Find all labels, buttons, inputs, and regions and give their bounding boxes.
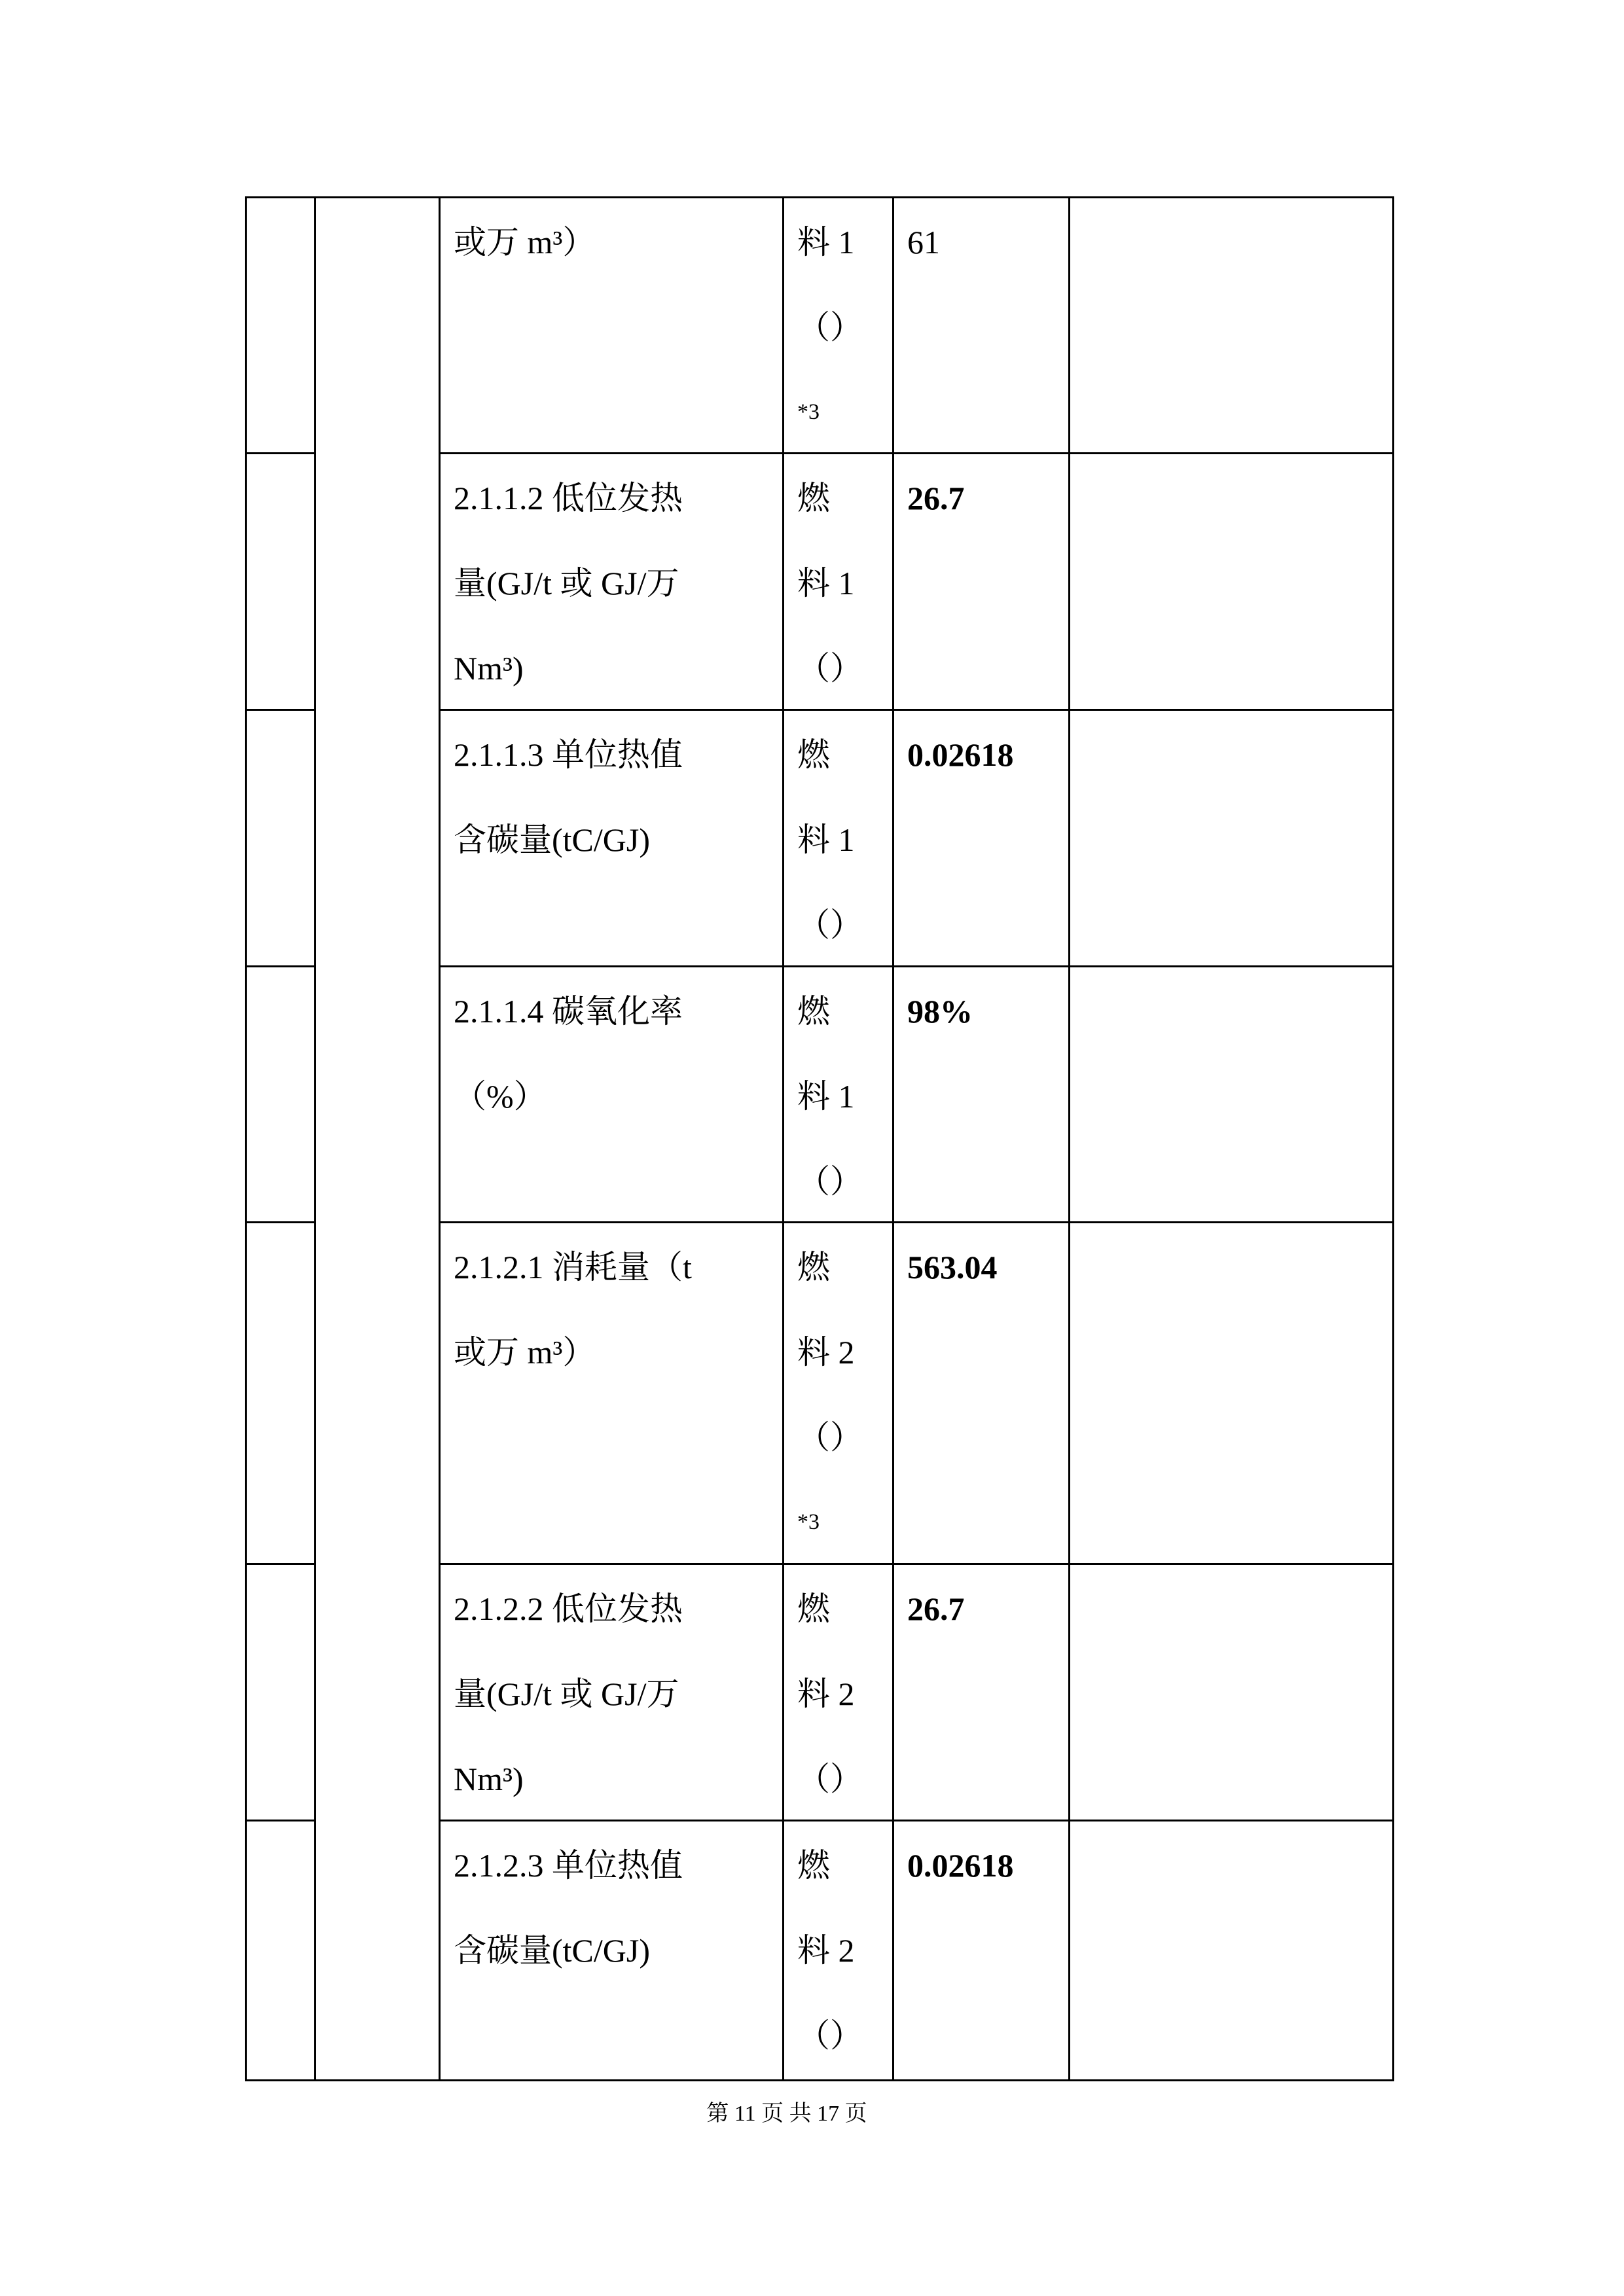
param-cell	[441, 967, 784, 1223]
cell-line: 料 2	[797, 1676, 855, 1712]
cell-line: （）	[797, 309, 863, 346]
value-cell	[894, 711, 1070, 967]
fuel-cell	[784, 1821, 894, 2079]
cell-line: 燃	[797, 480, 830, 516]
param-cell	[441, 1821, 784, 2079]
cell-line: 2.1.2.1 消耗量（t	[454, 1249, 692, 1285]
cell-line: （%）	[454, 1078, 547, 1115]
cell-line: 0.02618	[907, 736, 1014, 773]
category-cell	[316, 198, 441, 454]
spacer-cell	[247, 967, 316, 1223]
value-cell	[894, 967, 1070, 1223]
note-cell	[1070, 198, 1392, 454]
cell-line: 量(GJ/t 或 GJ/万	[454, 565, 679, 601]
fuel-cell	[784, 454, 894, 711]
note-cell	[1070, 711, 1392, 967]
category-cell	[316, 454, 441, 711]
category-cell	[316, 1223, 441, 1565]
value-cell	[894, 198, 1070, 454]
category-cell	[316, 967, 441, 1223]
spacer-cell	[247, 1223, 316, 1565]
cell-line: 量(GJ/t 或 GJ/万	[454, 1676, 679, 1712]
cell-line: Nm³)	[454, 650, 524, 687]
cell-line: （）	[797, 2017, 863, 2054]
spacer-cell	[247, 198, 316, 454]
cell-line: （）	[797, 1163, 863, 1200]
cell-line: 26.7	[907, 480, 965, 516]
cell-line: 燃	[797, 1847, 830, 1884]
cell-line: 料 2	[797, 1932, 855, 1969]
category-cell	[316, 1821, 441, 2079]
cell-line: 2.1.1.4 碳氧化率	[454, 993, 683, 1030]
param-cell	[441, 711, 784, 967]
cell-line: 0.02618	[907, 1847, 1014, 1884]
param-cell	[441, 454, 784, 711]
cell-line: （）	[797, 906, 863, 943]
value-cell	[894, 454, 1070, 711]
cell-line: 燃	[797, 736, 830, 773]
note-cell	[1070, 967, 1392, 1223]
table-row-2114	[247, 967, 1392, 1223]
fuel-cell	[784, 1223, 894, 1565]
cell-line: 燃	[797, 1590, 830, 1627]
fuel-cell	[784, 711, 894, 967]
cell-line: 2.1.2.2 低位发热	[454, 1590, 683, 1627]
cell-line: *3	[797, 1510, 820, 1534]
note-cell	[1070, 1565, 1392, 1821]
value-cell	[894, 1565, 1070, 1821]
spacer-cell	[247, 1821, 316, 2079]
page-footer: 第 11 页 共 17 页	[706, 2102, 867, 2126]
table-row-2123	[247, 1821, 1392, 2079]
cell-line: 料 2	[797, 1334, 855, 1371]
param-cell	[441, 198, 784, 454]
note-cell	[1070, 1821, 1392, 2079]
spacer-cell	[247, 1565, 316, 1821]
cell-line: 料 1	[797, 821, 855, 858]
fuel-cell	[784, 198, 894, 454]
table-row-2121	[247, 1223, 1392, 1565]
param-cell	[441, 1223, 784, 1565]
cell-line: 料 1	[797, 224, 855, 260]
category-cell	[316, 711, 441, 967]
cell-line: 或万 m³）	[454, 224, 596, 260]
cell-line: 或万 m³）	[454, 1334, 596, 1371]
fuel-cell	[784, 1565, 894, 1821]
table-row-2112	[247, 454, 1392, 711]
fuel-cell	[784, 967, 894, 1223]
cell-line: 燃	[797, 993, 830, 1030]
table-row-2111-cont	[247, 198, 1392, 454]
note-cell	[1070, 1223, 1392, 1565]
cell-line: 61	[907, 224, 940, 260]
category-cell	[316, 1565, 441, 1821]
cell-line: *3	[797, 400, 820, 424]
param-cell	[441, 1565, 784, 1821]
cell-line: 料 1	[797, 565, 855, 601]
cell-line: 燃	[797, 1249, 830, 1285]
cell-line: （）	[797, 650, 863, 687]
cell-line: 2.1.1.3 单位热值	[454, 736, 683, 773]
cell-line: （）	[797, 1419, 863, 1456]
cell-line: 98%	[907, 993, 973, 1030]
cell-line: 2.1.2.3 单位热值	[454, 1847, 683, 1884]
cell-line: 料 1	[797, 1078, 855, 1115]
table-row-2122	[247, 1565, 1392, 1821]
cell-line: Nm³)	[454, 1761, 524, 1797]
cell-line: 563.04	[907, 1249, 998, 1285]
value-cell	[894, 1821, 1070, 2079]
cell-line: 2.1.1.2 低位发热	[454, 480, 683, 516]
value-cell	[894, 1223, 1070, 1565]
spacer-cell	[247, 711, 316, 967]
table-row-2113	[247, 711, 1392, 967]
cell-line: 含碳量(tC/GJ)	[454, 821, 650, 858]
cell-line: 含碳量(tC/GJ)	[454, 1932, 650, 1969]
note-cell	[1070, 454, 1392, 711]
cell-line: （）	[797, 1761, 863, 1797]
spacer-cell	[247, 454, 316, 711]
cell-line: 26.7	[907, 1590, 965, 1627]
data-table	[245, 196, 1394, 2081]
